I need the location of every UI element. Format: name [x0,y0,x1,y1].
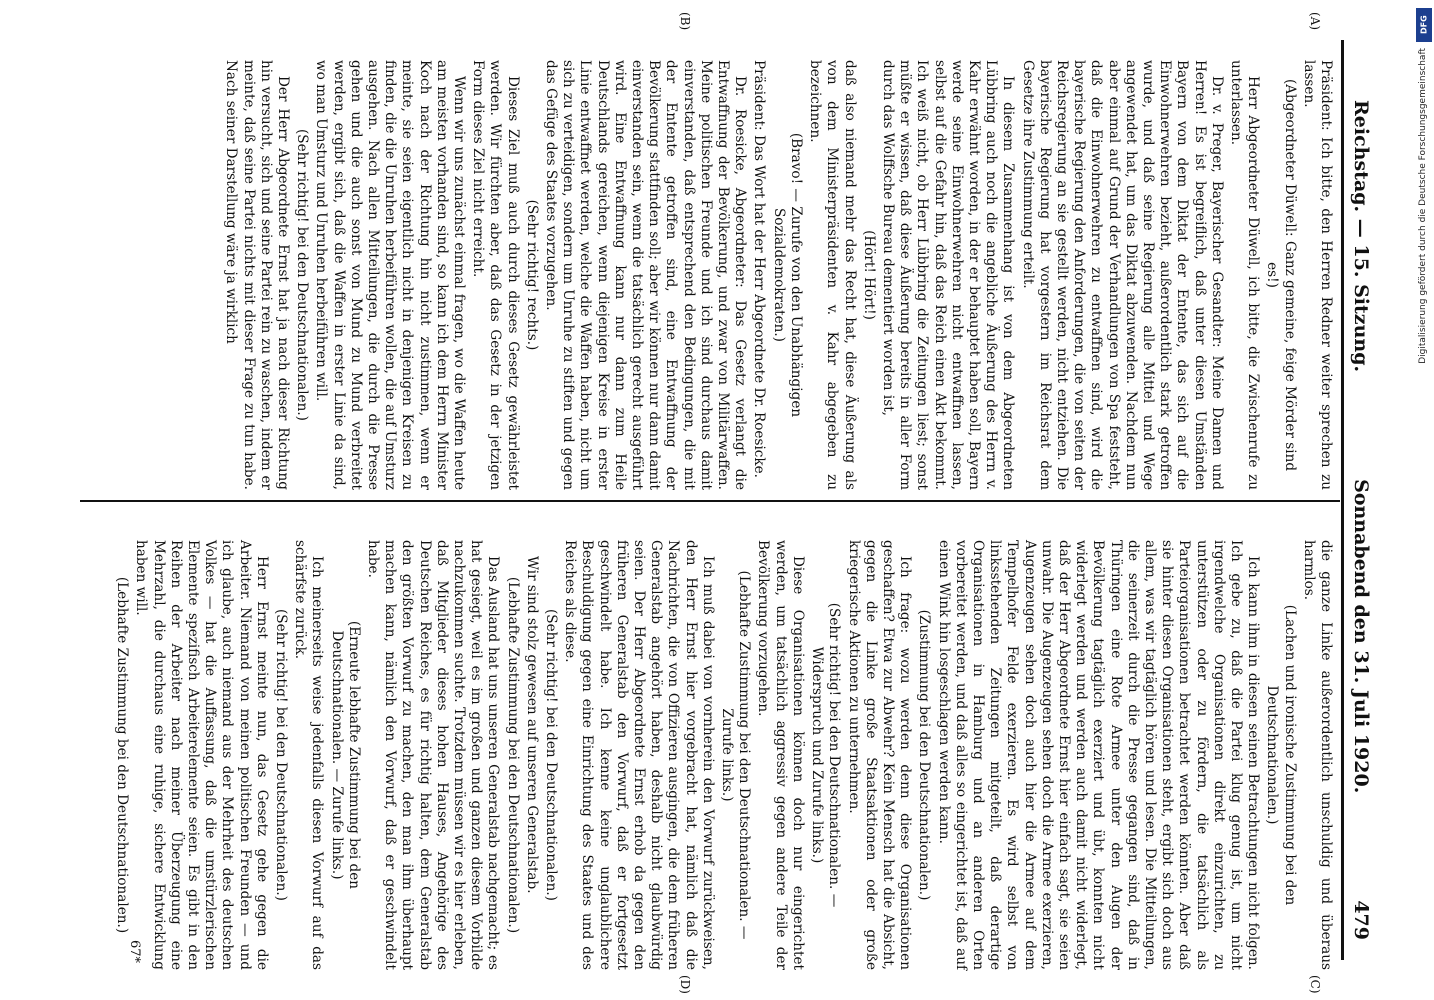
interjection: (Hört! Hört!) [860,230,877,320]
paragraph: Ich muß dabei von vornherein den Vorwurf zurückweisen, den Herr Ernst hier vorgebracht hat, nämlich daß die Nachrichten, die von Offizieren ausgingen, die dem früheren Generalstab angehört haben, deshalb nicht glaubwürdig seien. Der Herr Abgeordnete Ernst erhob da gegen den früheren Generalstab den Vorwurf, daß er fortgesetzt geschwindelt habe. Ich kenne keine unglaublichere Beschuldigung gegen eine Einrichtung des Staates und des Reiches als diese. [562,540,716,970]
interjection: (Erneute lebhafte Zustimmung bei den Deutschnationalen. — Zurufe links.) [328,620,362,890]
header-date: Sonnabend den 31. Juli 1920. [1350,479,1372,794]
interjection: (Abgeordneter Düwell: Ganz gemeine, feige Mörder sind es!) [1264,78,1298,472]
marker-d: (D) [678,975,692,994]
paragraph: Das Ausland hat uns unseren Generalstab nachgemacht; es hat gesiegt, weil es im großen und ganzen diesem Vorbilde nachzukommen suchte. Trotzdem müssen wir es hier erleben, daß Mitglieder dieses hohen Hauses, Angehörige des Deutschen Reiches, es für richtig halten, dem Generalstab den größten Vorwurf zu machen, den man ihm überhaupt machen kann, nämlich den Vorwurf, daß er geschwindelt habe. [365,540,502,970]
paragraph: In diesem Zusammenhang ist von dem Abgeordneten Lübbring auch noch die angebliche Äußerung des Herrn v. Kahr erwähnt worden, in der er behauptet haben soll, Bayern werde seine Einwohnerwehren nicht entwaffnen lassen, selbst auf die Gefahr hin, daß das Reich einen Akt bekommt. Ich weiß nicht, ob Herr Lübbring die Zeitungen liest; sonst müßte er wissen, daß diese Äußerung bereits in aller Form durch das Wolffsche Bureau dementiert worden ist, [879,60,1017,490]
paragraph: Der Herr Abgeordnete Ernst hat ja nach dieser Richtung hin versucht, sich und seine Partei rein zu waschen, indem er meinte, daß seine Partei nichts mit dieser Frage zu tun habe. Nach seiner Darstellung wäre ja wirklich [223,60,292,490]
paragraph: Präsident: Ich bitte, den Herren Redner weiter sprechen zu lassen. [1300,60,1334,490]
header-session: Reichstag. — 15. Sitzung. [1350,100,1372,373]
page-header [1350,40,1384,960]
marker-c: (C) [1308,975,1322,994]
paragraph: Ich frage: wozu werden denn diese Organisationen geschaffen? Etwa zur Abwehr? Kein Mensch hat die Absicht, gegen die Linke große Staatsaktionen oder große kriegerische Aktionen zu unternehmen. [845,540,914,970]
paragraph: Wir sind stolz gewesen auf unseren Generalstab. [523,556,540,894]
interjection: (Bravo! — Zurufe von den Unabhängigen Sozialdemokraten.) [770,132,804,418]
paragraph: Wenn wir uns zunächst einmal fragen, wo die Waffen heute am meisten vorhanden sind, so kann ich dem Herrn Minister Koch nach der Richtung hin nicht zustimmen, wenn er meinte, sie seien eigentlich nicht in denjenigen Kreisen zu finden, die die Unruhen herbeiführen wollen, die auf Umsturz ausgehen. Nach allen Mitteilungen, die durch die Presse gehen und die auch sonst von Mund zu Mund verbreitet werden, ergibt sich, daß die Waffen in erster Linie da sind, wo man Umsturz und Unruhen herbeiführen will. [313,60,468,490]
paragraph: Präsident: Das Wort hat der Herr Abgeordnete Dr. Roesicke. [751,60,768,479]
interjection: (Lebhafte Zustimmung bei den Deutschnationalen.) [114,576,131,934]
interjection: (Lebhafte Zustimmung bei den Deutschnationalen.) [504,576,521,934]
marker-a: (A) [1308,12,1322,31]
paragraph: Ich kann ihm in diesen seinen Betrachtungen nicht folgen. Ich gebe zu, daß die Partei klug genug ist, um nicht irgendwelche Organisationen direkt einzurichten, zu unterstützen oder zu fördern, die tatsächlich als Parteiorganisationen betrachtet werden könnten. Aber daß sie hinter diesen Organisationen steht, ergibt sich doch aus allem, was wir tagtäglich hören und lesen. Die Mitteilungen, die seinerzeit durch die Presse gegangen sind, daß in Thüringen eine Rote Armee unter den Augen der Bevölkerung tagtäglich exerziert und übt, konnten nicht widerlegt werden und werden auch damit nicht widerlegt, daß der Herr Abgeordnete Ernst hier einfach sagt, sie seien unwahr. Die Augenzeugen sehen doch die Armee exerzieren, Augenzeugen sehen doch auch hier die Armee auf dem Tempelhofer Felde exerzieren. Es wird selbst von linksstehenden Zeitungen mitgeteilt, daß derartige Organisationen in Hamburg und an anderen Orten vorbereitet werden, und daß alles so eingerichtet ist, daß auf einen Wink hin losgeschlagen werden kann. [935,540,1262,970]
text-column-right [111,540,1334,970]
paragraph: Diese Organisationen können doch nur eingerichtet werden, um tatsächlich aggressiv gegen andere Teile der Bevölkerung vorzugehen. [755,540,806,970]
paragraph: Dieses Ziel muß auch durch dieses Gesetz gewährleistet werden. Wir fürchten aber, daß das Gesetz in der jetzigen Form dieses Ziel nicht erreicht. [470,60,521,490]
column-divider [80,500,1340,502]
digitization-credit: Digitalisierung gefördert durch die Deutsche Forschungsgemeinschaft [1418,48,1428,364]
interjection: (Sehr richtig! bei den Deutschnationalen. — Widerspruch und Zurufe links.) [809,602,843,908]
header-rule [1341,40,1344,960]
interjection: (Zustimmung bei den Deutschnationalen.) [916,609,933,901]
interjection: (Lachen und ironische Zustimmung bei den Deutschnationalen.) [1264,604,1298,906]
paragraph: die ganze Linke außerordentlich unschuldig und überaus harmlos. [1300,540,1334,970]
interjection: (Sehr richtig! bei den Deutschnationalen.) [273,609,290,901]
paragraph: Dr. v. Preger, Bayerischer Gesandter: Meine Damen und Herren! Es ist begreiflich, daß unter diesen Umständen Bayern von dem Diktat der Entente, das sich auf die Einwohnerwehren bezieht, außerordentlich stark getroffen wurde, und daß seine Regierung alle Mittel und Wege angewendet hat, um das Diktat abzuwenden. Nachdem nun aber einmal auf Grund der Verhandlungen von Spa feststeht, daß die Einwohnerwehren zu entwaffnen sind, wird die bayerische Regierung den Anforderungen, die von seiten der Reichsregierung an sie gestellt werden, nicht entziehen. Die bayerische Regierung hat vorgestern im Reichsrat dem Gesetze ihre Zustimmung erteilt. [1019,60,1225,490]
paragraph: Dr. Roesicke, Abgeordneter: Das Gesetz verlangt die Entwaffnung der Bevölkerung, und zwar von Militärwaffen. Meine politischen Freunde und ich sind durchaus damit einverstanden, daß entsprechend den Bedingungen, die mit der Entente getroffen sind, eine Entwaffnung der Bevölkerung stattfinden soll; aber wir können nur dann damit einverstanden sein, wenn die tatsächlich gerecht ausgeführt wird. Eine Entwaffnung kann nur dann zum Heile Deutschlands gereichen, wenn diejenigen Kreise in erster Linie entwaffnet werden, welche die Waffen haben, nicht um sich zu verteidigen, sondern um Unruhe zu stiften und gegen das Gefüge des Staates vorzugehen. [543,60,749,490]
paragraph: Ich meinerseits weise jedenfalls diesen Vorwurf auf das schärfste zurück. [292,540,326,970]
paragraph: Herr Abgeordneter Düwell, ich bitte, die Zwischenrufe zu unterlassen. [1227,60,1262,490]
interjection: (Lebhafte Zustimmung bei den Deutschnationalen. — Zurufe links.) [719,570,753,940]
paragraph: daß also niemand mehr das Recht hat, diese Äußerung als von dem Ministerpräsidenten v. Kahr abgegeben zu bezeichnen. [807,60,858,490]
interjection: (Sehr richtig! bei den Deutschnationalen.) [543,609,560,901]
page-number: 479 [1350,900,1372,940]
dfg-badge: DFG [1416,8,1432,42]
interjection: (Sehr richtig! bei den Deutschnationalen.) [294,129,311,421]
signature-mark: 67* [127,940,142,964]
paragraph: Herr Ernst meinte nun, das Gesetz gehe gegen die Arbeiter. Niemand von meinen politischen Freunden — und ich glaube, auch niemand aus der Mehrheit des deutschen Volkes — hat die Auffassung, daß die umstürzlerischen Elemente spezifisch Arbeiterelemente seien. Es gibt in den Reihen der Arbeiter nach meiner Überzeugung eine Mehrzahl, die durchaus eine ruhige, sichere Entwicklung haben will. [133,540,270,970]
text-column-left [220,60,1334,490]
marker-b: (B) [678,12,692,31]
interjection: (Sehr richtig! rechts.) [523,199,540,351]
